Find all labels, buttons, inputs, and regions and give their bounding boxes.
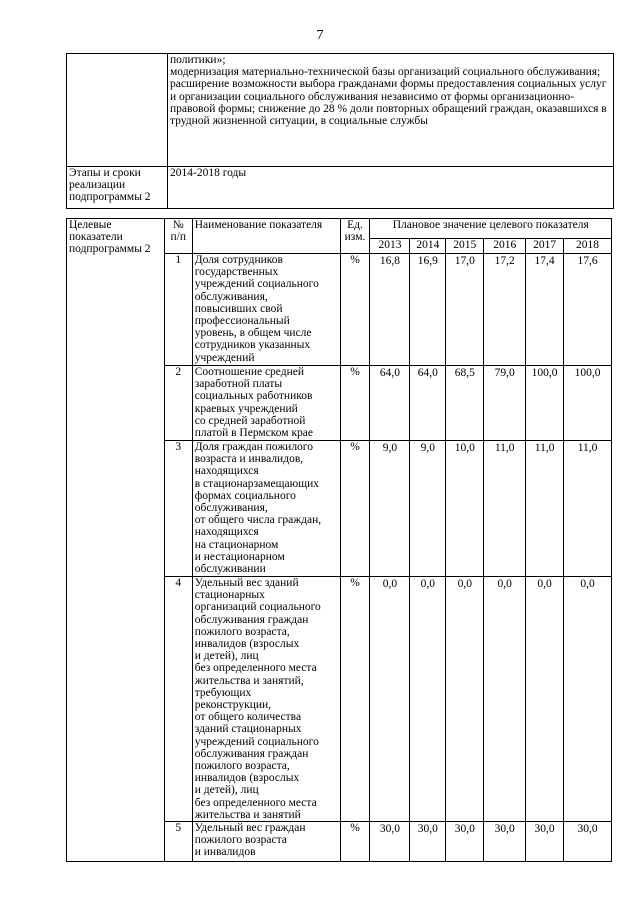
indicator-value: 17,0 (446, 254, 484, 366)
indicator-value: 10,0 (446, 441, 484, 577)
indicator-value: 11,0 (564, 441, 612, 577)
section-label: Целевые показатели подпрограммы 2 (67, 219, 165, 862)
indicator-value: 30,0 (370, 822, 410, 862)
indicator-value: 17,4 (526, 254, 564, 366)
indicator-value: 30,0 (446, 822, 484, 862)
goals-continuation-text: политики»; модернизация материально-технической базы организаций социального обслуживания; расширение возможности выбора гражданами формы предоставления социальных услуг и организации социального обслуживания независимо от формы организационно-правовой формы; снижение до 28 % доли повторных обращений граждан, оказавшихся в трудной жизненной ситуации, в социальные службы (168, 54, 614, 167)
indicator-value: 17,6 (564, 254, 612, 366)
indicator-value: 64,0 (370, 366, 410, 441)
indicator-value: 0,0 (446, 577, 484, 822)
indicator-value: 16,9 (410, 254, 446, 366)
indicator-name: Доля сотрудников государственных учреждений социального обслуживания, повысивших свой профессиональный уровень, в общем числе сотрудников указанных учреждений (192, 254, 340, 366)
indicator-value: 16,8 (370, 254, 410, 366)
indicator-unit: % (340, 822, 370, 862)
year-header: 2014 (410, 239, 446, 254)
col-header-number: № п/п (164, 219, 192, 254)
passport-table-continuation (66, 53, 614, 209)
indicator-name: Соотношение средней заработной платы социальных работников краевых учреждений со средней заработной платой в Пермском крае (192, 366, 340, 441)
indicator-value: 30,0 (564, 822, 612, 862)
indicator-unit: % (340, 254, 370, 366)
year-header: 2016 (484, 239, 526, 254)
indicator-value: 100,0 (564, 366, 612, 441)
indicator-name: Удельный вес граждан пожилого возраста и инвалидов (192, 822, 340, 862)
indicator-unit: % (340, 577, 370, 822)
target-indicators-table (66, 218, 612, 862)
row-number: 4 (164, 577, 192, 822)
year-header: 2018 (564, 239, 612, 254)
indicator-value: 30,0 (410, 822, 446, 862)
indicator-value: 9,0 (410, 441, 446, 577)
indicator-value: 0,0 (526, 577, 564, 822)
indicator-value: 0,0 (370, 577, 410, 822)
indicator-value: 17,2 (484, 254, 526, 366)
indicator-value: 0,0 (484, 577, 526, 822)
indicator-value: 0,0 (564, 577, 612, 822)
indicator-unit: % (340, 441, 370, 577)
indicator-value: 0,0 (410, 577, 446, 822)
stages-label: Этапы и сроки реализации подпрограммы 2 (67, 167, 168, 209)
indicator-value: 100,0 (526, 366, 564, 441)
empty-label-cell (67, 54, 168, 167)
col-header-plan: Плановое значение целевого показателя (370, 219, 612, 239)
stages-value: 2014-2018 годы (168, 167, 614, 209)
indicator-value: 30,0 (484, 822, 526, 862)
indicator-value: 30,0 (526, 822, 564, 862)
year-header: 2013 (370, 239, 410, 254)
year-header: 2015 (446, 239, 484, 254)
indicator-value: 11,0 (526, 441, 564, 577)
indicator-value: 11,0 (484, 441, 526, 577)
indicator-value: 9,0 (370, 441, 410, 577)
indicator-unit: % (340, 366, 370, 441)
page-number: 7 (316, 28, 324, 43)
col-header-name: Наименование показателя (192, 219, 340, 254)
indicator-name: Доля граждан пожилого возраста и инвалидов, находящихся в стационарзамещающих формах социального обслуживания, от общего числа граждан, находящихся на стационарном и нестационарном обслуживании (192, 441, 340, 577)
indicator-value: 68,5 (446, 366, 484, 441)
row-number: 3 (164, 441, 192, 577)
row-number: 1 (164, 254, 192, 366)
row-number: 2 (164, 366, 192, 441)
indicator-name: Удельный вес зданий стационарных организаций социального обслуживания граждан пожилого возраста, инвалидов (взрослых и детей), лиц без определенного места жительства и занятий, требующих реконструкции, от общего количества зданий стационарных учреждений социального обслуживания граждан пожилого возраста, инвалидов (взрослых и детей), лиц без определенного места жительства и занятий (192, 577, 340, 822)
indicator-value: 79,0 (484, 366, 526, 441)
row-number: 5 (164, 822, 192, 862)
indicator-value: 64,0 (410, 366, 446, 441)
col-header-unit: Ед. изм. (340, 219, 370, 254)
year-header: 2017 (526, 239, 564, 254)
